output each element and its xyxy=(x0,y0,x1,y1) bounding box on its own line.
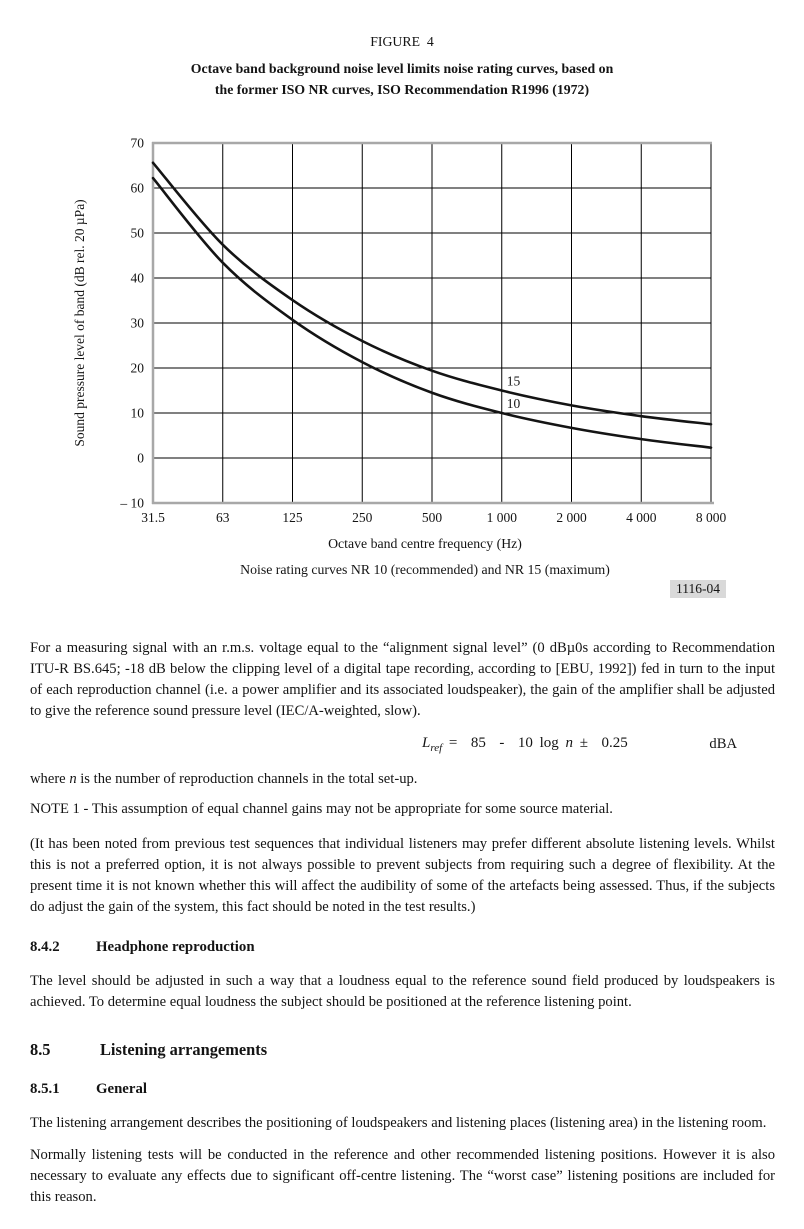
y-tick-label: 0 xyxy=(137,450,144,466)
heading-8-4-2-title: Headphone reproduction xyxy=(96,939,255,955)
equation-line xyxy=(30,733,775,757)
x-tick-label: 4 000 xyxy=(626,510,657,525)
heading-8-5-1 xyxy=(30,1079,775,1100)
y-tick-label: 10 xyxy=(130,405,144,421)
equation-l-symbol: L xyxy=(422,735,431,751)
equation-formula xyxy=(422,733,628,759)
paragraph-measuring-signal: For a measuring signal with an r.m.s. voltage equal to the “alignment signal level” (0 dBµ0s according to Recommendation ITU-R BS.645; -18 dB below the clipping level of a digital tape recording, according to [EBU, 1992]) fed in turn to the input of each reproduction channel (i.e. a power amplifier and its associated loudspeaker), the gain of the amplifier shall be adjusted to give the reference sound pressure level (IEC/A-weighted, slow). xyxy=(30,640,775,719)
where-variable: n xyxy=(69,771,77,787)
figure-title xyxy=(0,58,804,100)
where-post: is the number of reproduction channels in the total set-up. xyxy=(76,771,418,787)
y-tick-label: 20 xyxy=(130,360,144,376)
paragraph-listener-levels: (It has been noted from previous test sequences that individual listeners may prefer different absolute listening levels. Whilst this is not a preferred option, it is not always possible to prevent subjects from requiring such a degree of flexibility. At the present time it is not known whether this will affect the audibility of some of the artefacts being assessed. Thus, if the subjects do adjust the gain of the system, this fact should be noted in the test results.) xyxy=(30,836,775,915)
noise-rating-chart xyxy=(60,130,780,530)
heading-8-4-2-number: 8.4.2 xyxy=(30,939,60,955)
equation-mid: = 85 - 10 log xyxy=(442,735,566,751)
figure-title-line-1: Octave band background noise level limits noise rating curves, based on xyxy=(190,61,614,76)
figure-caption: Noise rating curves NR 10 (recommended) and NR 15 (maximum) xyxy=(240,562,610,577)
paragraph-headphone-level: The level should be adjusted in such a way that a loudness equal to the reference sound field produced by loudspeakers is achieved. To determine equal loudness the subject should be positioned at the reference listening point. xyxy=(30,973,775,1010)
figure-label: FIGURE 4 xyxy=(370,34,434,49)
body-text xyxy=(0,638,804,1208)
x-axis-title: Octave band centre frequency (Hz) xyxy=(328,536,522,551)
y-tick-label: 40 xyxy=(130,270,144,286)
x-tick-label: 2 000 xyxy=(556,510,587,525)
heading-8-5 xyxy=(30,1039,775,1060)
y-tick-label: 70 xyxy=(130,135,144,151)
x-tick-label: 125 xyxy=(282,510,303,525)
figure-id-badge: 1116-04 xyxy=(670,580,726,598)
equation-variable: n xyxy=(565,735,574,751)
equation-tail: ± 0.25 xyxy=(573,735,628,751)
y-axis-title: Sound pressure level of band (dB rel. 20 µPa) xyxy=(72,199,87,447)
x-tick-label: 250 xyxy=(352,510,373,525)
heading-8-5-1-title: General xyxy=(96,1081,147,1097)
heading-8-5-1-number: 8.5.1 xyxy=(30,1081,60,1097)
figure-title-line-2: the former ISO NR curves, ISO Recommendation R1996 (1972) xyxy=(214,82,590,97)
equation-l-subscript: ref xyxy=(430,742,443,754)
heading-8-5-title: Listening arrangements xyxy=(100,1040,268,1059)
x-tick-label: 500 xyxy=(421,510,443,525)
y-tick-label: 60 xyxy=(130,180,144,196)
where-pre: where xyxy=(30,771,70,787)
figure-id-row xyxy=(0,580,726,598)
y-tick-label: 50 xyxy=(130,225,144,241)
note-1: NOTE 1 - This assumption of equal channel gains may not be appropriate for some source material. xyxy=(30,801,613,817)
x-tick-label: 63 xyxy=(216,510,230,525)
y-tick-label: 30 xyxy=(130,315,144,331)
x-tick-label: 31.5 xyxy=(141,510,165,525)
paragraph-listening-arrangement: The listening arrangement describes the positioning of loudspeakers and listening places (listening area) in the listening room. xyxy=(30,1115,767,1131)
y-tick-label: – 10 xyxy=(120,495,144,511)
x-tick-label: 1 000 xyxy=(486,510,517,525)
curve-label-nr-10: 10 xyxy=(506,396,521,411)
equation-unit: dBA xyxy=(709,736,737,752)
paragraph-listening-positions: Normally listening tests will be conducted in the reference and other recommended listening positions. However it is also necessary to evaluate any effects due to significant off-centre listening. The “worst case” listening positions are included for this reason. xyxy=(30,1147,775,1205)
x-tick-label: 8 000 xyxy=(695,510,727,525)
where-clause xyxy=(30,769,775,790)
heading-8-5-number: 8.5 xyxy=(30,1040,51,1059)
curve-label-nr-15: 15 xyxy=(506,373,521,389)
heading-8-4-2 xyxy=(30,937,775,958)
